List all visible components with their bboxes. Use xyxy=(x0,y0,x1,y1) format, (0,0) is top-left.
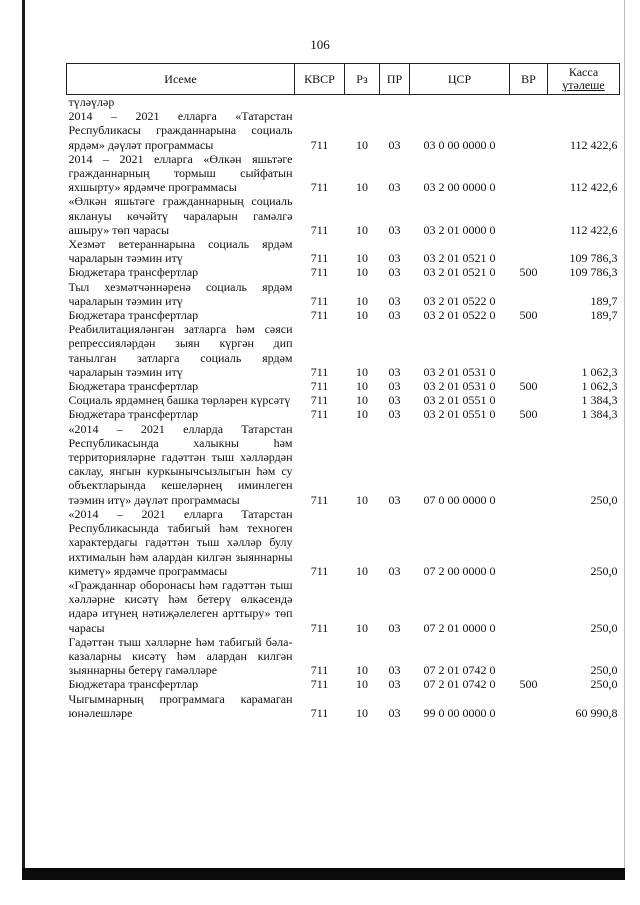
table-row xyxy=(67,692,620,720)
cell-csr: 07 2 01 0742 0 xyxy=(423,663,496,678)
cell-csr: 03 2 01 0521 0 xyxy=(423,265,496,280)
cell-csr: 03 2 01 0522 0 xyxy=(423,293,496,308)
cell-vr xyxy=(510,507,548,578)
header-vr: ВР xyxy=(510,64,548,95)
cell-sum: 250,0 xyxy=(590,492,618,507)
table-row xyxy=(67,407,620,421)
scan-bottom-edge xyxy=(22,868,625,880)
cell-vr: 500 xyxy=(519,308,538,323)
cell-pr: 03 xyxy=(388,620,401,635)
cell-vr xyxy=(510,692,548,720)
cell-vr xyxy=(510,95,548,110)
cell-rz: 10 xyxy=(356,407,368,422)
cell-pr: 03 xyxy=(388,293,401,308)
cell-sum: 189,7 xyxy=(590,308,618,323)
table-row xyxy=(67,237,620,265)
cell-name: «Өлкән яшьтәге гражданнарның социаль яклануы көчәйтү чараларын гамәлгә ашыру» төп чарасы xyxy=(68,194,293,237)
cell-vr xyxy=(510,578,548,635)
cell-vr xyxy=(510,280,548,308)
cell-pr: 03 xyxy=(388,563,401,578)
table-row xyxy=(67,322,620,379)
cell-rz: 10 xyxy=(356,492,368,507)
cell-kvsr: 711 xyxy=(310,137,329,152)
cell-sum: 250,0 xyxy=(590,563,618,578)
table-row xyxy=(67,635,620,678)
cell-sum: 109 786,3 xyxy=(569,265,618,280)
scan-left-edge xyxy=(22,0,25,880)
cell-pr: 03 xyxy=(388,407,401,422)
cell-rz: 10 xyxy=(356,137,368,152)
cell-name: Чыгымнарның программага карамаган юнәлешләре xyxy=(68,691,293,720)
cell-name: түләүләр xyxy=(68,95,115,109)
cell-rz: 10 xyxy=(356,563,368,578)
cell-sum: 1 384,3 xyxy=(581,407,618,422)
page-number: 106 xyxy=(310,37,330,52)
cell-kvsr: 711 xyxy=(310,620,329,635)
cell-vr xyxy=(510,635,548,678)
cell-name: Реабилитацияләнгән затларга һәм сәяси репрессияләрдән зыян күргән дип танылган затларга социаль ярдәм чараларын тәэмин итү xyxy=(68,322,293,379)
cell-csr: 07 2 01 0000 0 xyxy=(423,620,496,635)
header-sum-line1: Касса xyxy=(568,65,599,79)
table-row xyxy=(67,265,620,279)
cell-rz: 10 xyxy=(356,663,368,678)
cell-sum: 112 422,6 xyxy=(569,180,618,195)
header-pr: ПР xyxy=(380,64,410,95)
cell-sum xyxy=(548,95,620,110)
table-row xyxy=(67,308,620,322)
cell-rz: 10 xyxy=(356,180,368,195)
cell-pr: 03 xyxy=(388,251,401,266)
cell-rz: 10 xyxy=(356,308,368,323)
cell-vr: 500 xyxy=(519,265,538,280)
cell-name: Бюджетара трансфертлар xyxy=(68,677,199,692)
cell-kvsr: 711 xyxy=(310,663,329,678)
budget-table xyxy=(66,63,620,720)
table-row xyxy=(67,578,620,635)
cell-kvsr: 711 xyxy=(310,222,329,237)
table-header xyxy=(67,64,620,95)
cell-name: «2014 – 2021 елларда Татарстан Республикасында халыкны һәм территорияләрне гадәттән тыш хәлләрдән саклау, янгын куркынычсызлыгын һәм су объектларында кешеләрнең иминлеген тәэмин итү» дәүләт программасы xyxy=(68,421,293,507)
cell-csr: 03 2 01 0000 0 xyxy=(423,222,496,237)
cell-csr: 03 2 01 0531 0 xyxy=(423,364,496,379)
cell-csr: 03 0 00 0000 0 xyxy=(423,137,496,152)
cell-vr xyxy=(510,322,548,379)
cell-vr: 500 xyxy=(519,407,538,422)
cell-pr: 03 xyxy=(388,308,401,323)
cell-name: Бюджетара трансфертлар xyxy=(68,407,199,422)
cell-csr: 03 2 01 0551 0 xyxy=(423,393,496,408)
cell-csr: 03 2 01 0551 0 xyxy=(423,407,496,422)
table-row xyxy=(67,109,620,152)
cell-pr: 03 xyxy=(388,222,401,237)
cell-sum: 189,7 xyxy=(590,293,618,308)
cell-rz: 10 xyxy=(356,620,368,635)
cell-rz: 10 xyxy=(356,251,368,266)
cell-name: Бюджетара трансфертлар xyxy=(68,308,199,323)
cell-pr: 03 xyxy=(388,663,401,678)
cell-sum: 112 422,6 xyxy=(569,137,618,152)
cell-rz: 10 xyxy=(356,364,368,379)
table-row xyxy=(67,379,620,393)
cell-kvsr: 711 xyxy=(310,492,329,507)
cell-vr xyxy=(510,393,548,407)
cell-csr: 99 0 00 0000 0 xyxy=(423,705,496,720)
header-csr: ЦСР xyxy=(410,64,510,95)
cell-name: «2014 – 2021 елларга Татарстан Республикасында табигый һәм техноген характердагы гадәттән тыш хәлләр булу ихтималын һәм алардан килгән зыяннарны киметү» ярдәмче программасы xyxy=(68,506,293,578)
cell-vr xyxy=(510,422,548,507)
cell-kvsr: 711 xyxy=(310,677,329,692)
cell-csr: 03 2 01 0522 0 xyxy=(423,308,496,323)
table-row xyxy=(67,422,620,507)
header-name: Исеме xyxy=(67,64,295,95)
cell-pr: 03 xyxy=(388,379,401,394)
cell-sum: 250,0 xyxy=(590,620,618,635)
cell-csr xyxy=(410,95,510,110)
cell-kvsr xyxy=(295,95,345,110)
cell-rz: 10 xyxy=(356,677,368,692)
cell-kvsr: 711 xyxy=(310,393,329,408)
cell-vr xyxy=(510,194,548,237)
cell-name: Хезмәт ветераннарына социаль ярдәм чараларын тәэмин итү xyxy=(68,237,293,266)
cell-kvsr: 711 xyxy=(310,407,329,422)
cell-csr: 07 0 00 0000 0 xyxy=(423,492,496,507)
cell-pr xyxy=(380,95,410,110)
cell-name: Бюджетара трансфертлар xyxy=(68,379,199,394)
cell-vr xyxy=(510,109,548,152)
cell-kvsr: 711 xyxy=(310,308,329,323)
cell-name: «Гражданнар оборонасы һәм гадәттән тыш хәлләрне кисәтү һәм бетерү өлкәсендә идарә итүнең нәтиҗәлелеген арттыру» төп чарасы xyxy=(68,577,293,635)
cell-kvsr: 711 xyxy=(310,293,329,308)
cell-pr: 03 xyxy=(388,677,401,692)
cell-name: Гадәттән тыш хәлләрне һәм табигый бәла-казаларны кисәтү һәм алардан килгән зыяннарны бетерү гамәлләре xyxy=(68,634,293,678)
cell-name: Тыл хезмәтчәннәренә социаль ярдәм чараларын тәэмин итү xyxy=(68,279,293,308)
cell-csr: 07 2 01 0742 0 xyxy=(423,677,496,692)
header-kvsr: КВСР xyxy=(295,64,345,95)
cell-kvsr: 711 xyxy=(310,180,329,195)
cell-kvsr: 711 xyxy=(310,563,329,578)
cell-pr: 03 xyxy=(388,393,401,408)
table-row xyxy=(67,152,620,195)
cell-sum: 112 422,6 xyxy=(569,222,618,237)
cell-kvsr: 711 xyxy=(310,379,329,394)
cell-sum: 250,0 xyxy=(590,677,618,692)
cell-rz: 10 xyxy=(356,379,368,394)
cell-rz: 10 xyxy=(356,265,368,280)
cell-csr: 03 2 00 0000 0 xyxy=(423,180,496,195)
cell-name: Бюджетара трансфертлар xyxy=(68,265,199,280)
table-row xyxy=(67,194,620,237)
cell-csr: 03 2 01 0521 0 xyxy=(423,251,496,266)
cell-name: Социаль ярдәмнең башка төрләрен күрсәтү xyxy=(68,393,291,408)
cell-sum: 1 384,3 xyxy=(581,393,618,408)
cell-sum: 1 062,3 xyxy=(581,379,618,394)
cell-kvsr: 711 xyxy=(310,265,329,280)
cell-sum: 250,0 xyxy=(590,663,618,678)
table-row xyxy=(67,95,620,110)
cell-sum: 109 786,3 xyxy=(569,251,618,266)
table-row xyxy=(67,393,620,407)
cell-csr: 03 2 01 0531 0 xyxy=(423,379,496,394)
header-sum xyxy=(548,64,620,95)
cell-name: 2014 – 2021 елларга «Татарстан Республикасы гражданнарына социаль ярдәм» дәүләт программасы xyxy=(68,109,293,152)
cell-kvsr: 711 xyxy=(310,251,329,266)
cell-rz: 10 xyxy=(356,222,368,237)
cell-pr: 03 xyxy=(388,492,401,507)
cell-pr: 03 xyxy=(388,364,401,379)
cell-pr: 03 xyxy=(388,137,401,152)
cell-vr: 500 xyxy=(519,677,538,692)
cell-kvsr: 711 xyxy=(310,705,329,720)
cell-sum: 1 062,3 xyxy=(581,364,618,379)
cell-kvsr: 711 xyxy=(310,364,329,379)
cell-rz: 10 xyxy=(356,393,368,408)
cell-rz: 10 xyxy=(356,705,368,720)
table-row xyxy=(67,507,620,578)
table-body xyxy=(67,95,620,720)
cell-rz: 10 xyxy=(356,293,368,308)
table-row xyxy=(67,677,620,691)
header-rz: Рз xyxy=(345,64,380,95)
header-sum-line2: үтәлеше xyxy=(562,78,605,92)
cell-vr xyxy=(510,237,548,265)
cell-csr: 07 2 00 0000 0 xyxy=(423,563,496,578)
cell-name: 2014 – 2021 елларга «Өлкән яшьтәге гражданнарның тормыш сыйфатын яхшырту» ярдәмче программасы xyxy=(68,151,293,195)
cell-sum: 60 990,8 xyxy=(575,705,618,720)
cell-vr: 500 xyxy=(519,379,538,394)
table-row xyxy=(67,280,620,308)
cell-pr: 03 xyxy=(388,705,401,720)
cell-pr: 03 xyxy=(388,265,401,280)
cell-vr xyxy=(510,152,548,195)
scan-right-edge xyxy=(624,0,625,880)
cell-rz xyxy=(345,95,380,110)
cell-pr: 03 xyxy=(388,180,401,195)
